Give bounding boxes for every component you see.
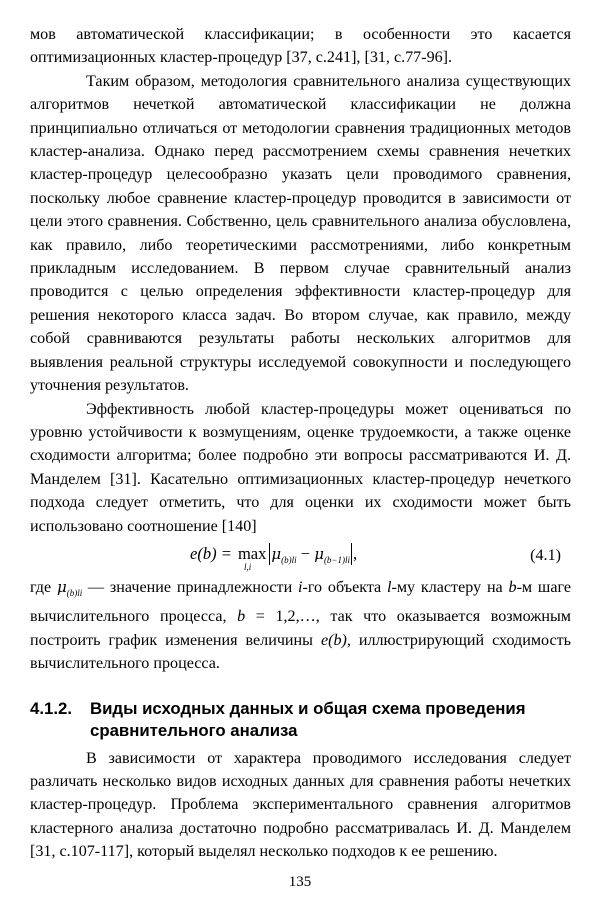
where-mu: μ (56, 577, 67, 596)
where-mu-sub: (b)li (66, 587, 83, 598)
where-text-7: , иллюстрирующий сходимость вычислительного процесса. (30, 631, 571, 673)
formula-sub-1: (b)li (281, 554, 297, 565)
paragraph-methodology: Таким образом, методология сравнительного анализа существующих алгоритмов нечеткой автоматической классификации не должна принципиально отличаться от методологии сравнения традиционных методов кластер-анализа. Однако перед рассмотрением схемы сравнения нечетких кластер-процедур целесообразно указать цели проводимого сравнения, поскольку любое сравнение кластер-процедур проводится в зависимости от цели этого сравнения. Собственно, цель сравнительного анализа обусловлена, как правило, либо теоретическими рассмотрениями, либо конкретным прикладным исследованием. В первом случае сравнительный анализ проводится с целью определения эффективности кластер-процедур для решения некоторого класса задач. Во втором случае, как правило, между собой сравниваются результаты работы нескольких алгоритмов для выявления реальной структуры исследуемой совокупности и последующего уточнения результатов. (30, 72, 571, 395)
abs-bar-right (351, 543, 352, 565)
formula-mu-2: μ (314, 544, 324, 563)
paragraph-continuation: мов автоматической классификации; в особенности это касается оптимизационных кластер-процедур [37, с.241], [31, с.77-96]. (30, 26, 571, 67)
section-number: 4.1.2. (30, 698, 72, 718)
formula-number: (4.1) (530, 546, 561, 564)
where-text-5: -м шаге вычислительного процесса, (30, 578, 571, 626)
where-eb: e(b) (320, 631, 347, 649)
where-text-1: где (30, 578, 57, 596)
formula-expression (190, 542, 357, 572)
section-heading (30, 698, 571, 743)
page-number: 135 (288, 874, 312, 890)
formula-comma: , (353, 543, 358, 563)
paragraph-data-types: В зависимости от характера проводимого исследования следует различать несколько видов исходных данных для сравнения работы нечетких кластер-процедур. Проблема экспериментального сравнения алгоритмов кластерного анализа достаточно подробно рассматривалась И. Д. Манделем [31, с.107-117], который выделял несколько подходов к ее решению. (30, 749, 571, 861)
formula-minus: − (296, 543, 315, 563)
text-column (30, 23, 571, 864)
formula-mu-1: μ (271, 544, 282, 563)
formula-sub-2: (b−1)li (323, 554, 351, 565)
formula-max-sub: l,i (243, 561, 252, 572)
where-l: l (387, 578, 392, 596)
formula-lhs: e(b) = (190, 543, 236, 563)
where-text-4: -му кластеру на (391, 578, 509, 596)
formula-4-1 (30, 540, 571, 574)
formula-max (237, 542, 267, 572)
section-title-line2: сравнительного анализа (90, 721, 298, 741)
where-b2: b (237, 608, 246, 626)
paragraph-efficiency: Эффективность любой кластер-процедуры может оцениваться по уровню устойчивости к возмущениям, оценке трудоемкости, а также оценке сходимости алгоритма; более подробно эти вопросы рассматриваются И. Д. Манделем [31]. Касательно оптимизационных кластер-процедур нечеткого подхода следует отметить, что для оценки их сходимости может быть использовано соотношение [140] (30, 400, 571, 535)
where-text-2: — значение принадлежности (82, 578, 299, 596)
formula-max-label: max (237, 543, 267, 563)
where-text-6: = 1,2,…, так что оказывается возможным построить график изменения величины (30, 608, 571, 649)
where-b1: b (508, 578, 517, 596)
paragraph-where (30, 576, 571, 676)
where-text-3: -го объекта (302, 578, 388, 596)
where-i: i (298, 578, 303, 596)
section-title-line1: Виды исходных данных и общая схема проведения (90, 698, 526, 718)
